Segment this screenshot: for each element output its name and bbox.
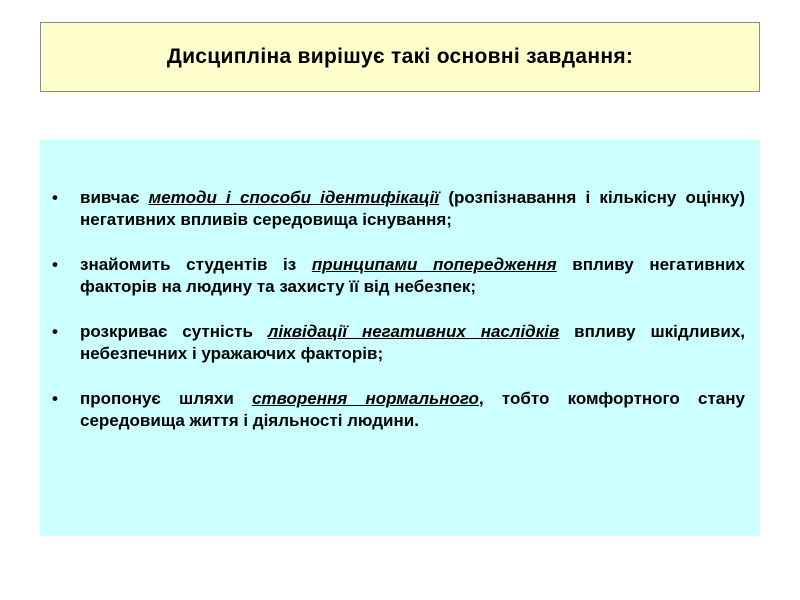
task-text: впливу негативних факторів на людину та захисту її від небезпек; [80,255,745,296]
task-emphasis: ліквідації негативних наслідків [267,322,560,341]
bullet-dot-icon: • [52,389,58,408]
task-text: (розпізнавання і кількісну оцінку) негативних впливів середовища існування; [80,188,745,229]
task-list [40,187,760,455]
task-emphasis: методи і способи ідентифікації [148,188,440,207]
task-item-identification [40,187,760,231]
content-box [40,140,760,536]
bullet-dot-icon: • [52,255,58,274]
task-text: знайомить студентів із [80,255,312,274]
task-item-normal-state [40,388,760,432]
task-item-prevention [40,254,760,298]
task-text: вивчає [80,188,149,207]
task-emphasis: принципами попередження [311,255,557,274]
title-box [40,22,760,92]
task-text: , тобто комфортного стану середовища життя і діяльності людини. [80,389,745,430]
bullet-dot-icon: • [52,322,58,341]
bullet-dot-icon: • [52,188,58,207]
slide-title: Дисципліна вирішує такі основні завдання: [166,45,634,68]
task-text: впливу шкідливих, небезпечних і уражаючих факторів; [80,322,745,363]
task-text: розкриває сутність [80,322,268,341]
task-emphasis: створення нормального [252,389,479,408]
task-text: пропонує шляхи [80,389,253,408]
task-item-liquidation [40,321,760,365]
